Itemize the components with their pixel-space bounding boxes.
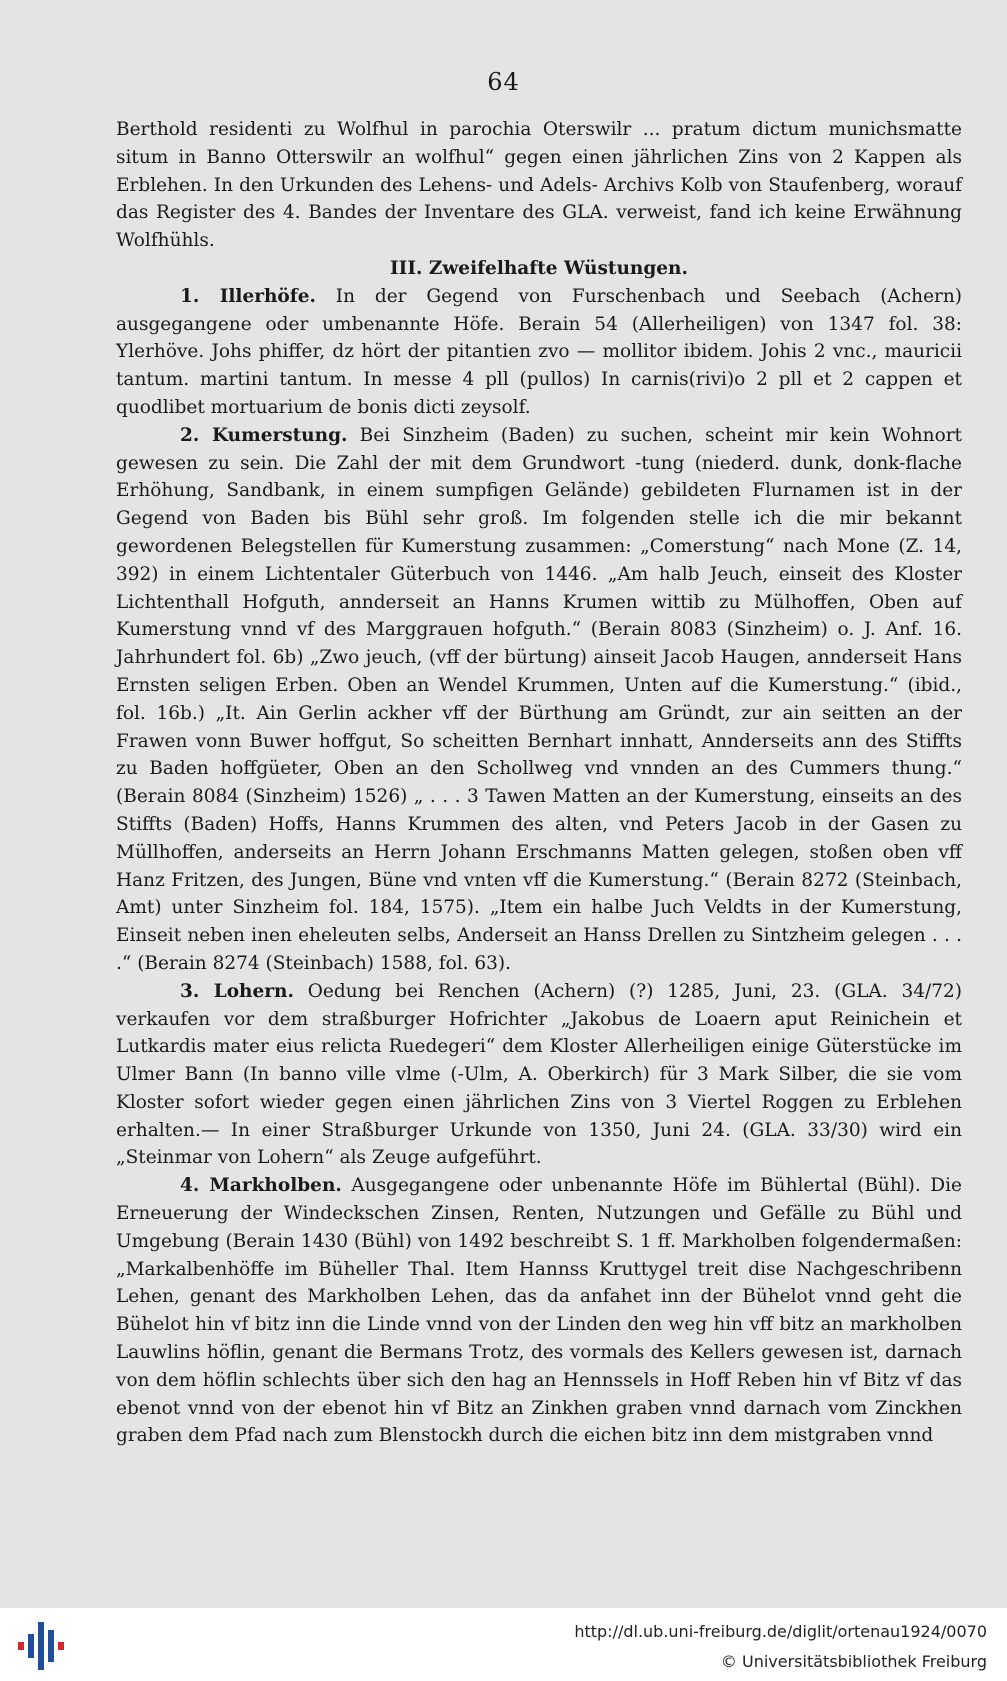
entry-text: Bei Sinzheim (Baden) zu suchen, scheint mir kein Wohnort gewesen zu sein. Die Zahl der mit dem Grundwort -tung (niederd. dunk, donk-flache Erhöhung, Sandbank, in einem sumpfigen Gelände) gebildeten Flurnamen ist in der Gegend von Baden bis Bühl sehr groß. Im folgenden stelle ich die mir bekannt gewordenen Belegstellen für Kumerstung zusammen: „Comerstung“ nach Mone (Z. 14, 392) in einem Lichtentaler Güterbuch von 1446. „Am halb Jeuch, einseit des Kloster Lichtenthall Hofguth, annderseit an Hanns Krumen wittib zu Mülhoffen, Oben auf Kumerstung vnnd vf des Marggrauen hofguth.“ (Berain 8083 (Sinzheim) o. J. Anf. 16. Jahrhundert fol. 6b) „Zwo jeuch, (vff der bürtung) ainseit Jacob Haugen, annderseit Hans Ernsten seligen Erben. Oben an Wendel Krummen, Unten auf die Kumerstung.“ (ibid., fol. 16b.) „It. Ain Gerlin ackher vff der Bürthung am Gründt, zur ain seitten an der Frawen vonn Buwer hoffgut, So scheitten Bernhart innhatt, Annderseits ann des Stiffts zu Baden hoffgüeter, Oben an den Schollweg vnd vnnden an des Cummers thung.“ (Berain 8084 (Sinzheim) 1526) „ . . . 3 Tawen Matten an der Kumerstung, einseits an des Stiffts (Baden) Hoffs, Hanns Krummen des alten, vnd Peters Jacob in der Gasen zu Müllhoffen, anderseits an Herrn Johann Erschmanns Matten gelegen, stoßen oben vff Hanz Fritzen, des Jungen, Büne vnd vnten vff die Kumerstung.“ (Berain 8272 (Steinbach, Amt) unter Sinzheim fol. 184, 1575). „Item ein halbe Juch Veldts in der Kumerstung, Einseit neben inen eheleuten selbs, Anderseit an Hanss Drellen zu Sintzheim gelegen . . . .“ (Berain 8274 (Steinbach) 1588, fol. 63). — [116, 424, 962, 974]
ub-freiburg-logo-icon — [14, 1620, 68, 1672]
entry-illerhoefe — [116, 283, 962, 422]
source-url-link[interactable]: http://dl.ub.uni-freiburg.de/diglit/ortenau1924/0070 — [574, 1622, 987, 1641]
entry-lohern — [116, 978, 962, 1173]
entry-label: 2. Kumerstung. — [180, 424, 348, 446]
entry-kumerstung — [116, 422, 962, 978]
intro-paragraph: Berthold residenti zu Wolfhul in parochia Oterswilr ... pratum dictum munichsmatte situm in Banno Otterswilr an wolfhul“ gegen einen jährlichen Zins von 2 Kappen als Erblehen. In den Urkunden des Lehens- und Adels- Archivs Kolb von Staufenberg, worauf das Register des 4. Bandes der Inventare des GLA. verweist, fand ich keine Erwähnung Wolfhühls. — [116, 119, 962, 252]
page-number: 64 — [487, 68, 520, 96]
copyright-notice: © Universitätsbibliothek Freiburg — [720, 1652, 987, 1671]
body-text — [116, 116, 962, 1450]
entry-label: 1. Illerhöfe. — [180, 285, 316, 307]
entry-text: In der Gegend von Furschenbach und Seebach (Achern) ausgegangene oder umbenannte Höfe. Berain 54 (Allerheiligen) von 1347 fol. 38: Ylerhöve. Johs phiffer, dz hört der pitantien zvo — mollitor ibidem. Johis 2 vnc., mauricii tantum. martini tantum. In messe 4 pll (pullos) In carnis(rivi)o 2 pll et 2 cappen et quodlibet mortuarium de bonis dicti zeysolf. — [116, 285, 962, 418]
entry-label: 3. Lohern. — [180, 980, 294, 1002]
entry-label: 4. Markholben. — [180, 1175, 342, 1197]
section-heading: III. Zweifelhafte Wüstungen. — [390, 257, 688, 279]
entry-text: Ausgegangene oder unbenannte Höfe im Bühlertal (Bühl). Die Erneuerung der Windeckschen Zinsen, Renten, Nutzungen und Gefälle zu Bühl und Umgebung (Berain 1430 (Bühl) von 1492 beschreibt S. 1 ff. Markholben folgendermaßen: „Markalbenhöffe im Büheller Thal. Item Hannss Kruttygel treit dise Nachgeschribenn Lehen, genant des Markholben Lehen, das da anfahet inn der Bühelot vnnd geht die Bühelot hin vf bitz inn die Linde vnnd von der Linden den weg hin vff bitz an markholben Lauwlins höflin, genant die Bermans Trotz, des vormals des Kellers gewesen ist, darnach von dem höflin schlechts über sich den hag an Hennssels in Hoff Reben hin vf Bitz vf das ebenot vnnd von der ebenot hin vf Bitz an Zinkhen graben vnnd darnach vom Zinckhen graben dem Pfad nach zum Blenstockh durch die eichen bitz inn dem mistgraben vnnd — [116, 1175, 962, 1447]
viewer-footer — [0, 1608, 1007, 1681]
entry-text: Oedung bei Renchen (Achern) (?) 1285, Juni, 23. (GLA. 34/72) verkaufen vor dem straßburger Hofrichter „Jakobus de Loaern aput Reinichein et Lutkardis mater eius relicta Ruedegeri“ dem Kloster Allerheiligen einige Güterstücke im Ulmer Bann (In banno ville vlme (-Ulm, A. Oberkirch) für 3 Mark Silber, die sie vom Kloster sofort wieder gegen einen jährlichen Zins von 3 Viertel Roggen zu Erblehen erhalten.— In einer Straßburger Urkunde von 1350, Juni 24. (GLA. 33/30) wird ein „Steinmar von Lohern“ als Zeuge aufgeführt. — [116, 980, 962, 1169]
entry-markholben — [116, 1172, 962, 1450]
